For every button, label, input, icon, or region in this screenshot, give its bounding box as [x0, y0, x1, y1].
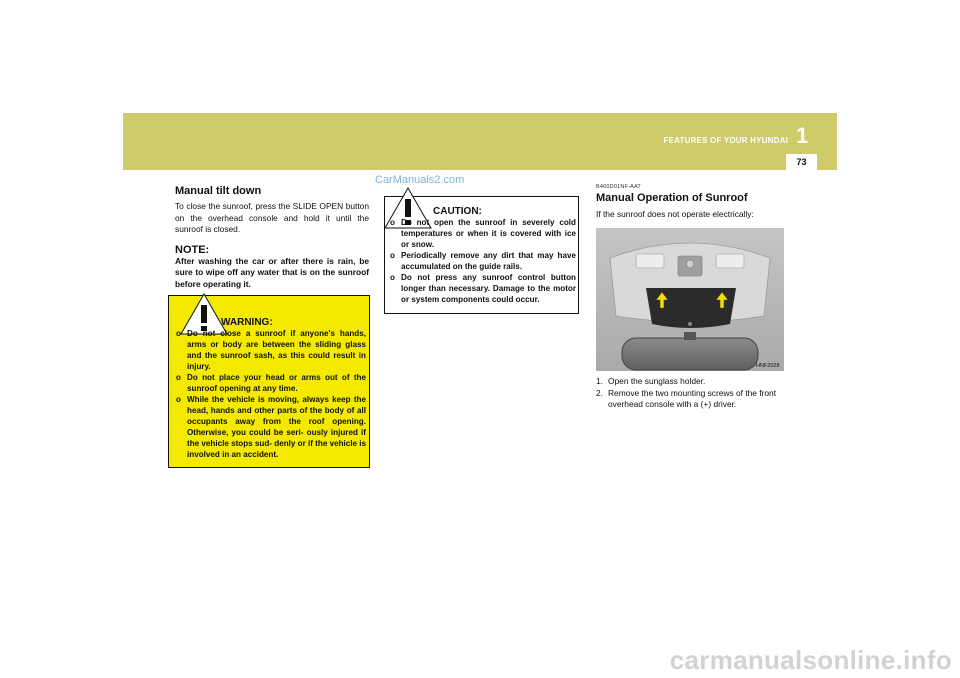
- list-bullet: o: [176, 373, 181, 382]
- warning-box: [168, 295, 370, 468]
- steps-list: [596, 376, 786, 411]
- section-code: B460D01NF-AAT: [596, 184, 641, 190]
- chapter-number: 1: [796, 123, 809, 148]
- caution-item: [390, 272, 576, 305]
- caution-title: CAUTION:: [433, 206, 482, 217]
- list-bullet: o: [176, 395, 181, 404]
- caution-item-text: Periodically remove any dirt that may have accumulated on the guide rails.: [401, 251, 576, 271]
- list-bullet: o: [390, 273, 395, 282]
- chapter-title: FEATURES OF YOUR HYUNDAI: [663, 136, 788, 145]
- warning-item-text: While the vehicle is moving, always keep the head, hands and other parts of the body of all occupants away from the roof opening. Otherwise, you could be seri- ously injured if the vehicle stops sud- denly or if the vehicle is involved in an accident.: [187, 395, 367, 459]
- right-column: [596, 184, 784, 221]
- step-number: 2.: [596, 387, 603, 398]
- warning-item: [176, 394, 366, 460]
- overhead-console-photo: [596, 228, 784, 371]
- step-text: Remove the two mounting screws of the front overhead console with a (+) driver.: [608, 387, 777, 409]
- caution-item-text: Do not open the sunroof in severely cold temperatures or when it is covered with ice or snow.: [401, 218, 576, 249]
- list-item: [596, 388, 786, 411]
- section-heading-manual-tilt-down: Manual tilt down: [175, 185, 262, 197]
- warning-item-text: Do not place your head or arms out of the sunroof opening at any time.: [187, 373, 366, 393]
- section-heading-manual-operation: Manual Operation of Sunroof: [596, 192, 748, 204]
- caution-item-text: Do not press any sunroof control button longer than necessary. Damage to the motor or system components could occur.: [401, 273, 576, 304]
- warning-title: WARNING:: [221, 317, 273, 328]
- caution-list: [390, 217, 576, 305]
- list-bullet: o: [176, 329, 181, 338]
- intro-text: If the sunroof does not operate electrically:: [596, 209, 754, 219]
- watermark-top[interactable]: CarManuals2.com: [375, 174, 465, 186]
- warning-item: [176, 372, 366, 394]
- photo-caption: HNF2028: [756, 363, 780, 369]
- warning-item-text: Do not close a sunroof if anyone's hands, arms or body are between the sliding glass and the sunroof sash, as this could result in injury.: [187, 329, 366, 371]
- caution-item: [390, 217, 576, 250]
- watermark-bottom[interactable]: carmanualsonline.info: [669, 645, 952, 675]
- caution-box: [384, 196, 579, 314]
- list-item: [596, 376, 786, 388]
- step-text: Open the sunglass holder.: [608, 376, 706, 386]
- list-bullet: o: [390, 251, 395, 260]
- caution-item: [390, 250, 576, 272]
- page-number: 73: [796, 157, 807, 167]
- list-bullet: o: [390, 218, 395, 227]
- left-column: [175, 185, 369, 290]
- step-number: 1.: [596, 376, 603, 386]
- note-title: NOTE:: [175, 243, 210, 256]
- note-text: After washing the car or after there is rain, be sure to wipe off any water that is on the sunroof before operating it.: [175, 255, 369, 289]
- warning-item: [176, 328, 366, 372]
- warning-list: [176, 328, 366, 460]
- tilt-down-instructions: To close the sunroof, press the SLIDE OPEN button on the overhead console and hold it until the sunroof is closed.: [175, 201, 369, 234]
